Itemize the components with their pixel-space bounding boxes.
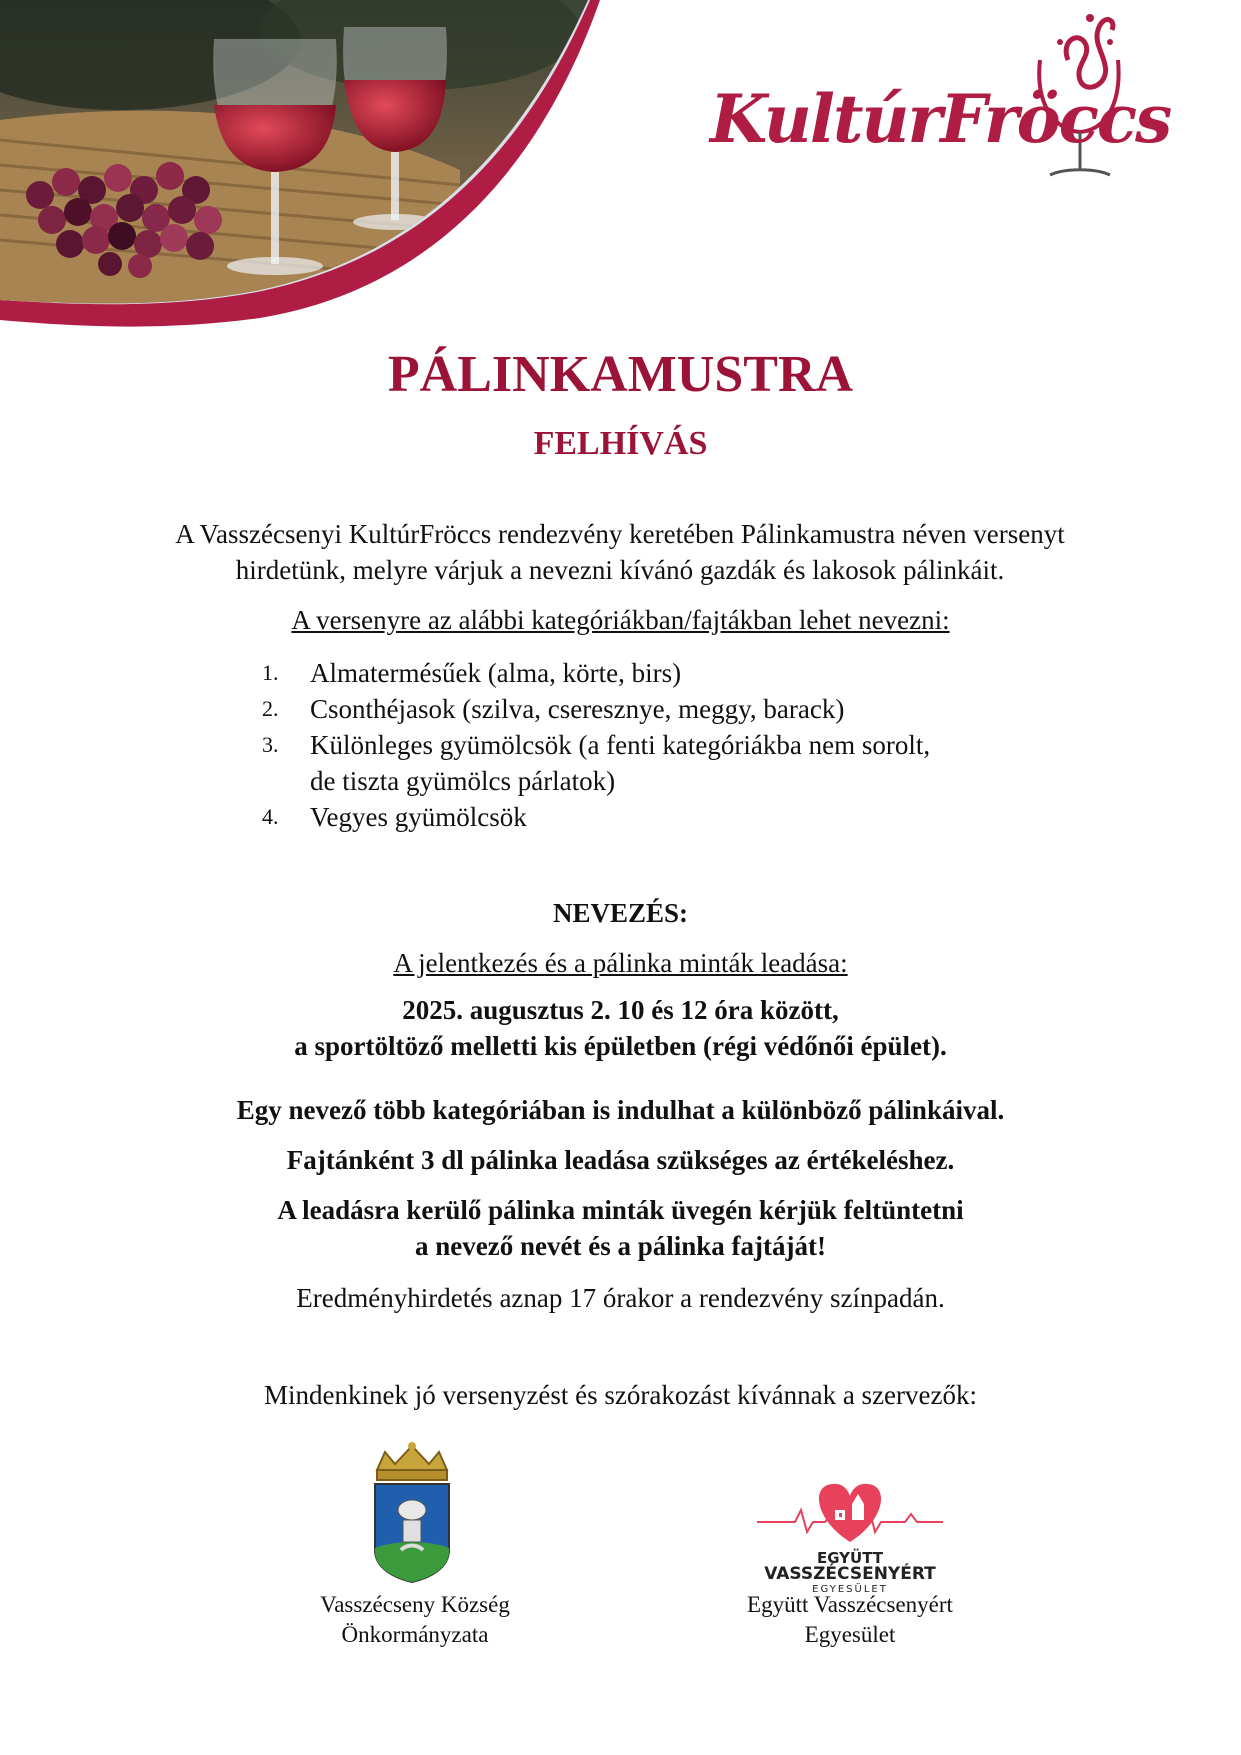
intro-line: A Vasszécsenyi KultúrFröccs rendezvény keretében Pálinkamustra néven versenyt (175, 519, 1065, 549)
rule-labeling: A leadásra kerülő pálinka minták üvegén kérjük feltüntetni (277, 1195, 964, 1225)
organizer-name: Vasszécseny Község (320, 1592, 510, 1617)
organizer-municipality (245, 1590, 585, 1650)
header-photo (0, 0, 600, 330)
intro-paragraph (80, 516, 1160, 588)
category-list (262, 655, 1130, 835)
list-item (262, 691, 1130, 727)
list-number: 2. (262, 696, 279, 721)
list-number: 3. (262, 732, 279, 757)
kulturfroccs-logo (700, 10, 1171, 200)
entry-date: 2025. augusztus 2. 10 és 12 óra között, (402, 995, 839, 1025)
rule-labeling: a nevező nevét és a pálinka fajtáját! (415, 1231, 826, 1261)
entry-subtitle: A jelentkezés és a pálinka minták leadása: (393, 948, 848, 978)
organizer-name: Önkormányzata (341, 1622, 489, 1647)
logo-text: EGYÜTT (816, 1549, 884, 1567)
list-text: de tiszta gyümölcs párlatok) (310, 766, 616, 796)
logo-text: EGYESÜLET (812, 1584, 888, 1595)
intro-line: hirdetünk, melyre várjuk a nevezni kívánó gazdák és lakosok pálinkáit. (235, 555, 1005, 585)
list-text: Almatermésűek (alma, körte, birs) (310, 658, 682, 688)
list-item (262, 727, 1130, 763)
logo-text: KultúrFröccs (710, 80, 1171, 158)
closing-line: Mindenkinek jó versenyzést és szórakozást kívánnak a szervezők: (264, 1380, 977, 1410)
page-subtitle: FELHÍVÁS (533, 425, 708, 462)
list-number: 1. (262, 660, 279, 685)
list-item (262, 655, 1130, 691)
results-announcement: Eredményhirdetés aznap 17 órakor a rendezvény színpadán. (296, 1283, 945, 1313)
entry-location: a sportöltöző melletti kis épületben (régi védőnői épület). (294, 1031, 947, 1061)
page-title: PÁLINKAMUSTRA (387, 346, 854, 403)
list-number: 4. (262, 804, 279, 829)
organizer-name: Együtt Vasszécsenyért (747, 1592, 953, 1617)
heart-heartbeat-logo-icon (755, 1480, 945, 1595)
list-text: Csonthéjasok (szilva, cseresznye, meggy, barack) (310, 694, 845, 724)
list-item-continuation (262, 763, 1130, 799)
rule-multiple-categories: Egy nevező több kategóriában is indulhat a különböző pálinkáival. (236, 1095, 1005, 1125)
rule-volume: Fajtánként 3 dl pálinka leadása szükséges az értékeléshez. (286, 1145, 955, 1175)
list-text: Különleges gyümölcsök (a fenti kategóriákba nem sorolt, (310, 730, 931, 760)
logo-text: VASSZÉCSENYÉRT (764, 1564, 936, 1584)
list-item (262, 799, 1130, 835)
organizer-association (680, 1590, 1020, 1650)
entry-title: NEVEZÉS: (552, 898, 689, 928)
coat-of-arms-icon (365, 1440, 460, 1589)
list-text: Vegyes gyümölcsök (310, 802, 527, 832)
categories-heading: A versenyre az alábbi kategóriákban/fajtákban lehet nevezni: (291, 605, 950, 635)
organizer-name: Egyesület (804, 1622, 896, 1647)
